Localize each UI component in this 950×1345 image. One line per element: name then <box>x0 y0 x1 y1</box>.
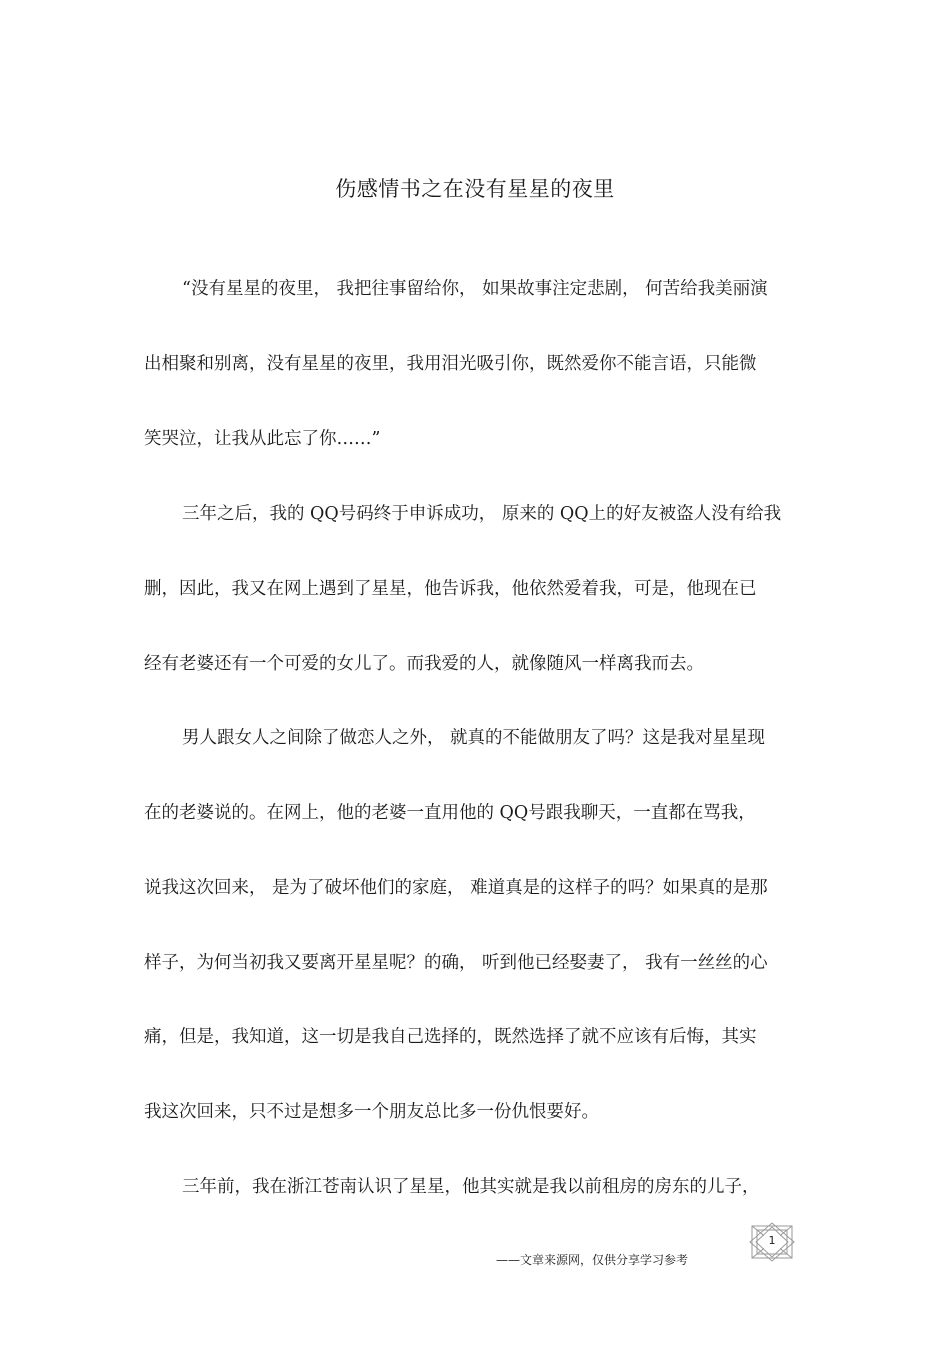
page-number: 1 <box>768 1234 776 1247</box>
paragraph-line: 出相聚和别离，没有星星的夜里，我用泪光吸引你，既然爱你不能言语，只能微 <box>144 354 757 374</box>
paragraph-line: 说我这次回来， 是为了破坏他们的家庭， 难道真是的这样子的吗？如果真的是那 <box>144 878 768 898</box>
paragraph-line: 三年前，我在浙江苍南认识了星星，他其实就是我以前租房的房东的儿子， <box>182 1177 760 1197</box>
paragraph-line: 痛，但是，我知道，这一切是我自己选择的，既然选择了就不应该有后悔，其实 <box>144 1027 757 1047</box>
paragraph-line: 三年之后，我的 QQ号码终于申诉成功， 原来的 QQ上的好友被盗人没有给我 <box>182 504 782 524</box>
document-title: 伤感情书之在没有星星的夜里 <box>335 177 615 201</box>
paragraph-line: “没有星星的夜里， 我把往事留给你， 如果故事注定悲剧， 何苦给我美丽演 <box>182 279 768 299</box>
source-note: ——文章来源网，仅供分享学习参考 <box>496 1253 689 1267</box>
paragraph-line: 我这次回来，只不过是想多一个朋友总比多一份仇恨要好。 <box>144 1102 599 1122</box>
paragraph-line: 男人跟女人之间除了做恋人之外， 就真的不能做朋友了吗？这是我对星星现 <box>182 728 766 748</box>
paragraph-line: 删，因此，我又在网上遇到了星星，他告诉我，他依然爱着我，可是，他现在已 <box>144 579 757 599</box>
paragraph-line: 笑哭泣，让我从此忘了你……” <box>144 429 381 449</box>
paragraph-line: 在的老婆说的。在网上，他的老婆一直用他的 QQ号跟我聊天，一直都在骂我， <box>144 803 756 823</box>
paragraph-line: 样子，为何当初我又要离开星星呢？的确， 听到他已经娶妻了， 我有一丝丝的心 <box>144 953 768 973</box>
paragraph-line: 经有老婆还有一个可爱的女儿了。而我爱的人，就像随风一样离我而去。 <box>144 654 704 674</box>
